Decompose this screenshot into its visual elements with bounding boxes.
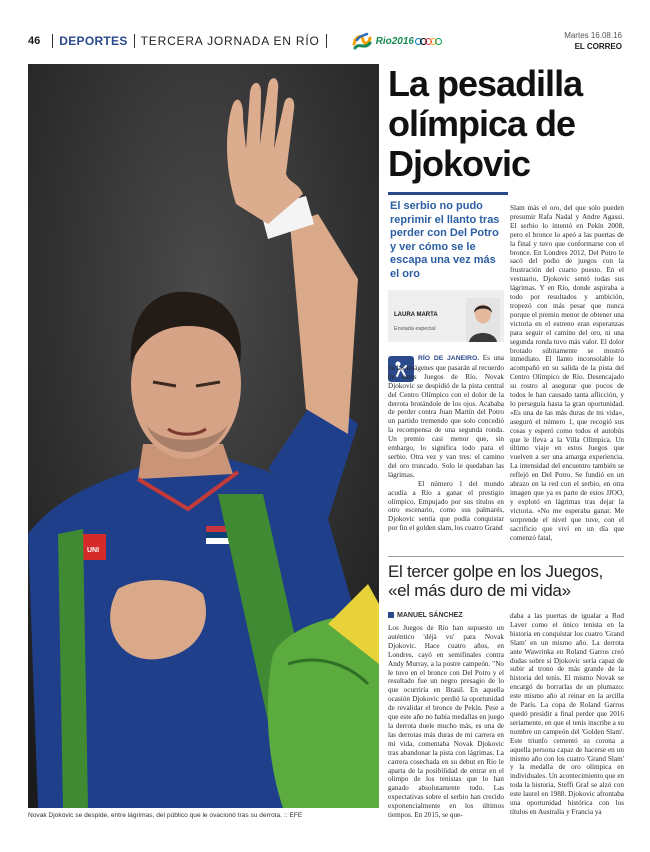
deck-rule (388, 192, 508, 195)
page-number: 46 (28, 35, 41, 47)
header-divider (134, 34, 135, 48)
photo-caption: Novak Djokovic se despide, entre lágrimas, del público que le ovacionó tras su derrota. :: EFE (28, 812, 303, 819)
byline: MANUEL SÁNCHEZ (388, 612, 504, 619)
author-role: Enviada especial (394, 326, 436, 332)
section-label: DEPORTES (59, 34, 128, 48)
body-text: Es una de las imágenes que pasarán al recuerdo de estos Juegos de Río. Novak Djokovic se despidió de la pista central del Centro Olímpico con el dolor de la derrota brotándole de los ojos. Acababa de perder contra Juan Martín del Potro un partido tremendo que solo concedió la recompensa de una segunda ronda. Un premio casi menor que, sin embargo, lo significa todo para el serbio. Otra vez y van tres: el camino del oro truncado. Solo le quedaban las lágrimas. (388, 354, 504, 479)
title-line: olímpica de (388, 103, 576, 144)
main-photo (28, 64, 379, 808)
author-name: LAURA MARTA (394, 312, 438, 318)
article-column-4 (510, 612, 624, 846)
author-portrait (466, 298, 500, 342)
masthead-info (564, 30, 622, 52)
svg-text:UNI: UNI (86, 547, 100, 554)
article-column-3 (388, 624, 504, 846)
title-line: La pesadilla (388, 63, 583, 104)
rio-emblem-icon (351, 30, 373, 52)
article-column-2 (510, 204, 624, 544)
header-divider (52, 34, 53, 48)
djokovic-photo-illustration (28, 64, 379, 808)
article-deck: El serbio no pudo reprimir el llanto tras perder con Del Potro y ver cómo se le escapa una vez más el oro (390, 200, 500, 280)
body-text: daba a las puertas de igualar a Rod Laver como el único tenista en la historia en conquistar los cuatro 'Grand Slam' en un mismo año. La derrota ante Wawrinka en Roland Garros creó dudas sobre si Djokovic sería capaz de subir al trono de más grande de la historia del tenis. El mismo Novak se encargó de borrarlas de un plumazo: este mismo año al reinar en la arcilla de París. La copa de Roland Garros quedó presidir a final perder que 2016 seriamente, en que el tenis inscribe a su nombre un campeón del 'Golden Slam'. Este triunfo cementó su corona a aquella persona capaz de hacerse en un mismo año con los cuatro 'Grand Slam' y la medalla de oro olímpica en individuales. Un acontecimiento que en toda la historia, Steffi Graf se alzó con este laurel en 1988. Djokovic afrontaba una oportunidad histórica con los títulos en Australia y Francia ya (510, 612, 624, 816)
logo-text: Rio2016 (375, 35, 414, 47)
dateline: RÍO DE JANEIRO. (418, 355, 480, 362)
article-title (388, 64, 628, 184)
issue-date: Martes 16.08.16 (564, 31, 622, 40)
newspaper-name: EL CORREO (574, 42, 622, 51)
section-divider (388, 556, 624, 557)
header-divider (326, 34, 327, 48)
olympic-rings-icon (417, 38, 442, 45)
page-header (28, 26, 622, 56)
body-text: El número 1 del mundo acudía a Río a ganar el prestigio olímpico. Empujado por sus títulos en otro escenario, como sus palmarés, Djokovic sentía que podía conquistar por fin el golden slam, los cuatro Grand (388, 479, 504, 533)
author-box (388, 290, 504, 342)
rio2016-logo (351, 30, 442, 52)
title-line: Djokovic (388, 143, 531, 184)
subsection-label: TERCERA JORNADA EN RÍO (140, 34, 320, 48)
article-column-1 (388, 354, 504, 544)
body-text: Los Juegos de Río han supuesto un auténtico 'déjà vu' para Novak Djokovic. Hace cuatro años, en Londres, cayó en semifinales contra Andy Murray, a la postre campeón. "No le tuvo en el bronce con Del Potro y el resultado fue un negro presagio de lo que ocurriría en Brasil. En aquella ocasión Djokovic perdió la oportunidad de revalidar el bronce de Pekín. Pese a que este año no había medallas en juego la derrota duele mucho más, es una de las derrotas más duras de mi carrera en mi vida, comentaba Novak Djokovic tras abandonar la pista con lágrimas. La carrera cosechada en su debut en Río le aparta de la posibilidad de entrar en el olimpo de los tenistas que lo han ganado absolutamente todo. Las expectativas sobre el serbio han crecido exponencialmente en los últimos tiempos. En 2015, se que- (388, 624, 504, 820)
secondary-headline: El tercer golpe en los Juegos, «el más duro de mi vida» (388, 562, 603, 600)
body-text: Slam más el oro, del que solo pueden presumir Rafa Nadal y Andre Agassi. El serbio lo intentó en Pekín 2008, pero el bronce lo apeó a las puertas de la final y tuvo que conformarse con el bronce. En Londres 2012, Del Potro le sacó del podio de juegos con la frustración del cuarto puesto. En el vestuario, Djokovic sentó todas sus lágrimas. Y en Río, donde aspiraba a todo por resultados y ambición, tropezó con más pesar que nunca porque el premio menor de obtener una victoria en el estreno eran esperanzas para seguir el camino del oro, ni una segunda ronda tuvo más valor. El dolor brotado súbitamente se mostró inmediato. El llanto inconsolable lo acompañó en su salida de la pista del Centro Olímpico de Río. Desencajado su rostro al asegurar que pocos de todos le han causado tanta aflicción, y lo perseguía hasta la gran oportunidad. «Es una de las más duras de mi vida», aseguró el número 1, que recogió sus cosas y esperó como todos el autobús que le lleva a la Villa Olímpica. Un último viaje en estos Juegos que vuelven a ser una amarga experiencia. La intensidad del encuentro también se reflejó en Del Potro. Se fundió en un abrazo en la red con el serbio, en otra imagen que ya es parte de estos JJOO, y explotó en lágrimas tras dejar la victoria. «No me esperaba ganar. Me sorprende el nivel que tuve, con el sacrificio que viví en un día que comenzó fatal, (510, 204, 624, 542)
